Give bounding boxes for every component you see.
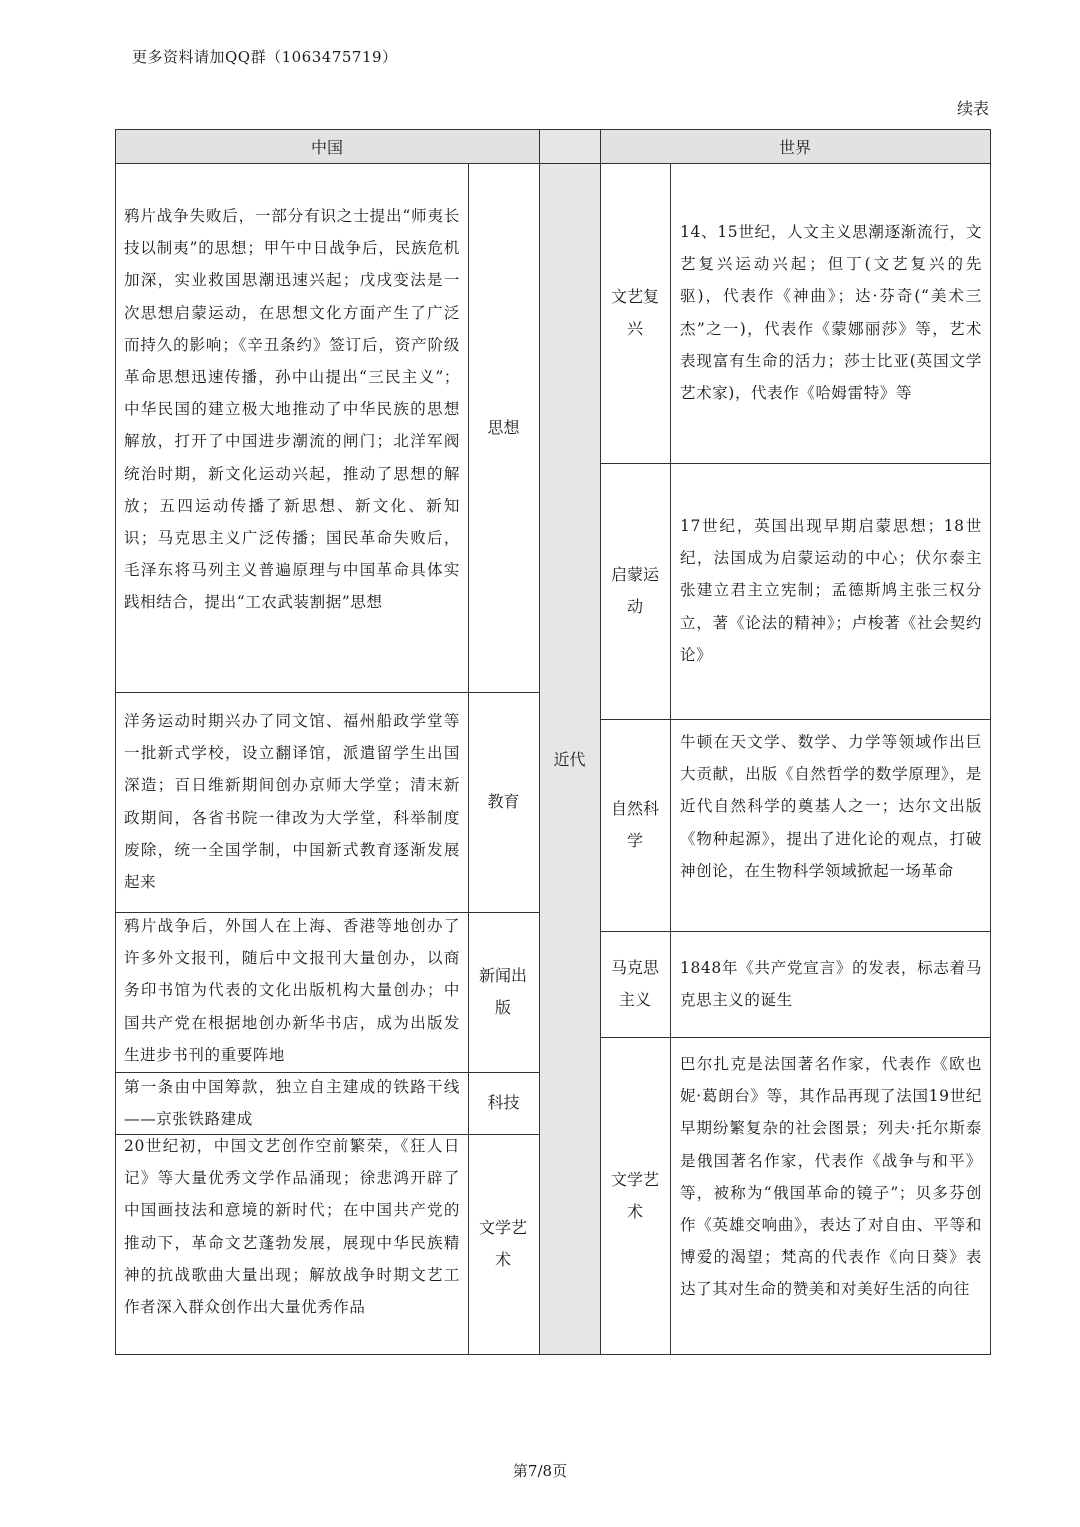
china-press-text: 鸦片战争后，外国人在上海、香港等地创办了许多外文报刊，随后中文报刊大量创办，以商务印书馆为代表的文化出版机构大量创办；中国共产党在根据地创办新华书店，成为出版发生进步书刊的重要阵地	[124, 917, 460, 1064]
world-renaissance-label: 文艺复兴	[610, 287, 659, 338]
grid-line	[115, 163, 991, 164]
china-header-text: 中国	[310, 137, 343, 157]
world-science-label: 自然科学	[610, 799, 659, 850]
grid-line	[115, 1354, 991, 1355]
china-thought-label: 思想	[487, 417, 520, 437]
world-marxism-text: 1848年《共产党宣言》的发表，标志着马克思主义的诞生	[680, 959, 982, 1010]
world-header-text: 世界	[778, 137, 811, 157]
grid-line	[600, 931, 991, 932]
china-arts-text: 20世纪初，中国文艺创作空前繁荣，《狂人日记》等大量优秀文学作品涌现；徐悲鸿开辟了中国画技法和意境的新时代；在中国共产党的推动下，革命文艺蓬勃发展，展现中华民族精神的抗战歌曲大量出现；解放战争时期文艺工作者深入群众创作出大量优秀作品	[124, 1137, 460, 1317]
period-label-text: 近代	[553, 750, 586, 769]
china-tech-label: 科技	[487, 1093, 520, 1112]
period-label	[539, 163, 600, 1354]
world-marxism-label: 马克思主义	[610, 958, 659, 1009]
china-education-text: 洋务运动时期兴办了同文馆、福州船政学堂等一批新式学校，设立翻译馆，派遣留学生出国深造；百日维新期间创办京师大学堂；清末新政期间，各省书院一律改为大学堂，科举制度废除，统一全国学制，中国新式教育逐渐发展起来	[124, 712, 460, 892]
grid-line	[115, 129, 991, 130]
world-renaissance-text: 14、15世纪，人文主义思潮逐渐流行，文艺复兴运动兴起；但丁(文艺复兴的先驱)，代表作《神曲》；达·芬奇(“美术三杰”之一)，代表作《蒙娜丽莎》等，艺术表现富有生命的活力；莎士比亚(英国文学艺术家)，代表作《哈姆雷特》等	[680, 223, 982, 403]
world-header	[600, 129, 990, 163]
grid-line	[115, 912, 539, 913]
grid-line	[115, 1134, 539, 1135]
grid-line	[600, 719, 991, 720]
china-header	[115, 129, 539, 163]
continued-label: 续表	[956, 99, 989, 118]
grid-line	[990, 129, 991, 1355]
grid-line	[115, 129, 116, 1355]
grid-line	[600, 129, 601, 1355]
china-arts-label: 文学艺术	[478, 1218, 527, 1269]
header-middle-blank	[539, 129, 600, 163]
grid-line	[468, 163, 469, 1354]
china-press-label: 新闻出版	[478, 966, 527, 1017]
china-education-label: 教育	[487, 792, 520, 811]
grid-line	[670, 163, 671, 1354]
grid-line	[539, 129, 540, 1355]
grid-line	[600, 463, 991, 464]
china-thought-text: 鸦片战争失败后，一部分有识之士提出“师夷长技以制夷”的思想；甲午中日战争后，民族危机加深，实业救国思潮迅速兴起；戊戌变法是一次思想启蒙运动，在思想文化方面产生了广泛而持久的影响；《辛丑条约》签订后，资产阶级革命思想迅速传播，孙中山提出“三民主义”；中华民国的建立极大地推动了中华民族的思想解放，打开了中国进步潮流的闸门；北洋军阀统治时期，新文化运动兴起，推动了思想的解放；五四运动传播了新思想、新文化、新知识；马克思主义广泛传播；国民革命失败后，毛泽东将马列主义普遍原理与中国革命具体实践相结合，提出“工农武装割据”思想	[124, 207, 460, 612]
world-enlightenment-label: 启蒙运动	[610, 565, 659, 616]
grid-line	[115, 1072, 539, 1073]
header-note: 更多资料请加QQ群（1063475719）	[132, 48, 398, 66]
world-enlightenment-text: 17世纪，英国出现早期启蒙思想；18世纪，法国成为启蒙运动的中心；伏尔泰主张建立君主立宪制；孟德斯鸠主张三权分立，著《论法的精神》；卢梭著《社会契约论》	[680, 517, 982, 664]
world-science-text: 牛顿在天文学、数学、力学等领域作出巨大贡献，出版《自然哲学的数学原理》，是近代自然科学的奠基人之一；达尔文出版《物种起源》，提出了进化论的观点，打破神创论，在生物科学领域掀起一场革命	[680, 733, 982, 880]
world-arts-text: 巴尔扎克是法国著名作家，代表作《欧也妮·葛朗台》等，其作品再现了法国19世纪早期纷繁复杂的社会图景；列夫·托尔斯泰是俄国著名作家，代表作《战争与和平》等，被称为“俄国革命的镜子”；贝多芬创作《英雄交响曲》，表达了对自由、平等和博爱的渴望；梵高的代表作《向日葵》表达了其对生命的赞美和对美好生活的向往	[680, 1055, 982, 1299]
grid-line	[115, 692, 539, 693]
page-number: 第7/8页	[512, 1462, 568, 1480]
china-tech-text: 第一条由中国筹款，独立自主建成的铁路干线——京张铁路建成	[124, 1078, 460, 1129]
world-arts-label: 文学艺术	[610, 1169, 659, 1221]
grid-line	[600, 1037, 991, 1038]
